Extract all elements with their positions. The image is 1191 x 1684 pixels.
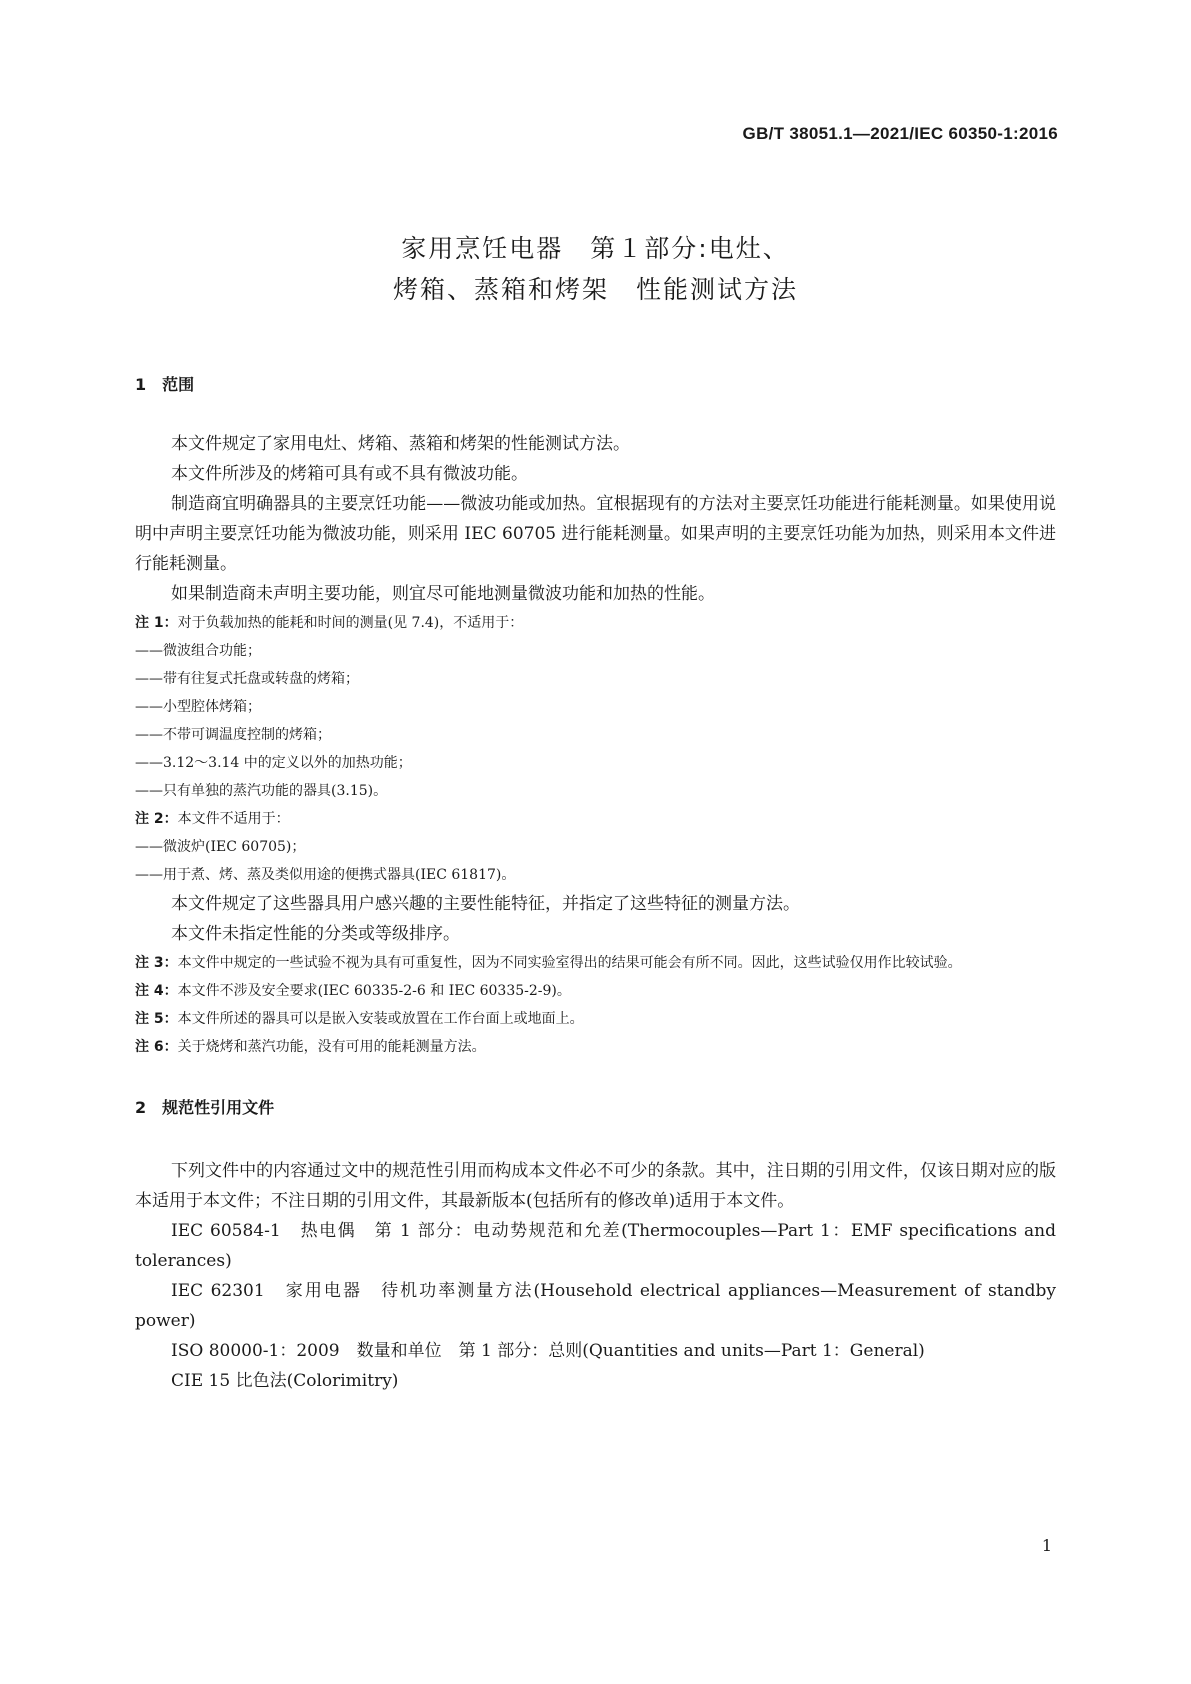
note-list-item: ——3.12～3.14 中的定义以外的加热功能；	[135, 755, 412, 771]
note-2	[135, 805, 1056, 833]
note-4	[135, 977, 1056, 1005]
section-2-heading: 2 规范性引用文件	[135, 1098, 275, 1117]
title-line-2: 烤箱、蒸箱和烤架 性能测试方法	[392, 275, 798, 304]
document-body	[135, 372, 1056, 1396]
page-number: 1	[1041, 1536, 1052, 1555]
section-2-paragraph: 下列文件中的内容通过文中的规范性引用而构成本文件必不可少的条款。其中，注日期的引用文件，仅该日期对应的版本适用于本文件；不注日期的引用文件，其最新版本(包括所有的修改单)适用于本文件。	[135, 1161, 1056, 1211]
note-text: 关于烧烤和蒸汽功能，没有可用的能耗测量方法。	[177, 1039, 486, 1055]
note-text: 本文件不涉及安全要求(IEC 60335-2-6 和 IEC 60335-2-9)。	[177, 983, 571, 999]
standard-code: GB/T 38051.1—2021/IEC 60350-1:2016	[742, 124, 1058, 143]
note-text: 本文件中规定的一些试验不视为具有可重复性，因为不同实验室得出的结果可能会有所不同。因此，这些试验仅用作比较试验。	[177, 955, 962, 971]
note-text: 本文件不适用于：	[177, 811, 290, 827]
note-label: 注 5：	[135, 1011, 178, 1027]
note-list-item: ——用于煮、烤、蒸及类似用途的便携式器具(IEC 61817)。	[135, 867, 516, 883]
note-6	[135, 1033, 1056, 1061]
section-1-heading: 1 范围	[135, 375, 195, 394]
note-5	[135, 1005, 1056, 1033]
note-list-item: ——不带可调温度控制的烤箱；	[135, 727, 331, 743]
note-label: 注 4：	[135, 983, 178, 999]
note-list-item: ——微波组合功能；	[135, 643, 261, 659]
reference-item: ISO 80000-1：2009 数量和单位 第 1 部分：总则(Quantities and units—Part 1：General)	[171, 1341, 925, 1361]
note-list-item: ——微波炉(IEC 60705)；	[135, 839, 306, 855]
note-text: 对于负载加热的能耗和时间的测量(见 7.4)，不适用于：	[177, 615, 524, 631]
section-1-paragraph: 如果制造商未声明主要功能，则宜尽可能地测量微波功能和加热的性能。	[171, 584, 715, 604]
note-text: 本文件所述的器具可以是嵌入安装或放置在工作台面上或地面上。	[177, 1011, 584, 1027]
reference-item: IEC 62301 家用电器 待机功率测量方法(Household electrical appliances—Measurement of standby power)	[135, 1281, 1056, 1331]
note-label: 注 1：	[135, 615, 178, 631]
note-label: 注 3：	[135, 955, 178, 971]
reference-item: IEC 60584-1 热电偶 第 1 部分：电动势规范和允差(Thermocouples—Part 1：EMF specifications and tolerances)	[135, 1221, 1056, 1271]
section-1-paragraph: 制造商宜明确器具的主要烹饪功能——微波功能或加热。宜根据现有的方法对主要烹饪功能进行能耗测量。如果使用说明中声明主要烹饪功能为微波功能，则采用 IEC 60705 进行能耗测量。如果声明的主要烹饪功能为加热，则采用本文件进行能耗测量。	[135, 494, 1056, 574]
section-1-paragraph: 本文件所涉及的烤箱可具有或不具有微波功能。	[171, 464, 528, 484]
note-3	[135, 949, 1056, 977]
reference-item: CIE 15 比色法(Colorimitry)	[171, 1371, 399, 1391]
section-1-paragraph: 本文件未指定性能的分类或等级排序。	[171, 924, 460, 944]
note-label: 注 6：	[135, 1039, 178, 1055]
note-list-item: ——带有往复式托盘或转盘的烤箱；	[135, 671, 359, 687]
note-list-item: ——只有单独的蒸汽功能的器具(3.15)。	[135, 783, 388, 799]
section-1-paragraph: 本文件规定了这些器具用户感兴趣的主要性能特征，并指定了这些特征的测量方法。	[171, 894, 800, 914]
note-1	[135, 609, 1056, 637]
document-title	[0, 228, 1191, 310]
title-line-1: 家用烹饪电器 第１部分:电灶、	[401, 234, 790, 263]
note-label: 注 2：	[135, 811, 178, 827]
note-list-item: ——小型腔体烤箱；	[135, 699, 261, 715]
section-1-paragraph: 本文件规定了家用电灶、烤箱、蒸箱和烤架的性能测试方法。	[171, 434, 630, 454]
